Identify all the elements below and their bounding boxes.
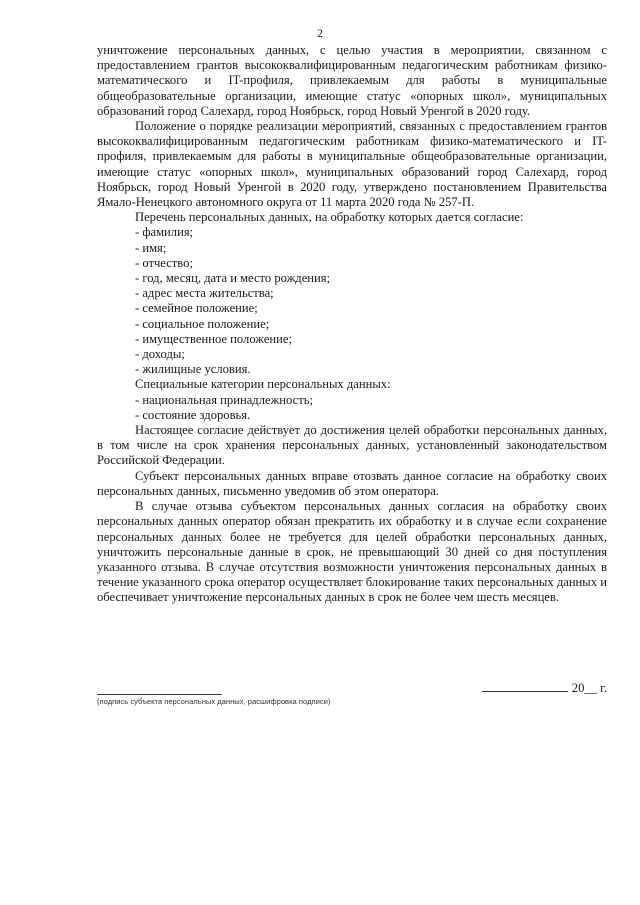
- list-item: - доходы;: [135, 347, 185, 362]
- list-item: - имя;: [135, 240, 167, 255]
- list-item: - имущественное положение;: [135, 331, 293, 346]
- list-item: - семейное положение;: [135, 301, 258, 316]
- date-line: [482, 691, 568, 692]
- list-intro: Перечень персональных данных, на обработку которых дается согласие:: [135, 210, 524, 225]
- paragraph-regulation: Положение о порядке реализации мероприятий, связанных с предоставлением грантов высококвалифицированным педагогическим работникам физико-математического и IT-профиля, привлекаемым для работы в муниципальные общеобразовательные организации, имеющие статус «опорных школ», муниципальных образований город Салехард, город Ноябрьск, город Новый Уренгой в 2020 году, утверждено постановлением Правительства Ямало-Ненецкого автономного округа от 11 марта 2020 года № 257-П.: [97, 119, 607, 210]
- paragraph-withdrawal: Субъект персональных данных вправе отозвать данное согласие на обработку своих персональных данных, письменно уведомив об этом оператора.: [97, 468, 607, 498]
- paragraph-purpose: уничтожение персональных данных, с целью участия в мероприятии, связанном с предоставлением грантов высококвалифицированным педагогическим работникам физико-математического и IT-профиля, привлекаемым для работы в муниципальные общеобразовательные организации, имеющие статус «опорных школ», муниципальных образований город Салехард, город Ноябрьск, город Новый Уренгой в 2020 году.: [97, 43, 607, 118]
- date-suffix: 20__ г.: [571, 681, 607, 695]
- special-categories-list: [97, 393, 607, 423]
- document-body: [97, 43, 607, 606]
- list-item: - жилищные условия.: [135, 362, 251, 377]
- list-item: - социальное положение;: [135, 316, 270, 331]
- page-number: 2: [317, 28, 323, 40]
- list-item: - состояние здоровья.: [135, 407, 251, 422]
- list-item: - адрес места жительства;: [135, 286, 274, 301]
- list-item: - год, месяц, дата и место рождения;: [135, 271, 331, 286]
- paragraph-validity: Настоящее согласие действует до достижения целей обработки персональных данных, в том числе на срок хранения персональных данных, установленный законодательством Российской Федерации.: [97, 423, 607, 468]
- list-item: - фамилия;: [135, 225, 194, 240]
- paragraph-withdrawal-consequences: В случае отзыва субъектом персональных данных согласия на обработку своих персональных данных оператор обязан прекратить их обработку и в случае если сохранение персональных данных более не требуется для целей обработки персональных данных, уничтожить персональные данные в срок, не превышающий 30 дней со дня поступления указанного отзыва. В случае отсутствия возможности уничтожения персональных данных в течение указанного срока оператор осуществляет блокирование таких персональных данных и обеспечивает уничтожение персональных данных в срок не более чем шесть месяцев.: [97, 499, 607, 605]
- special-categories-intro: Специальные категории персональных данных:: [135, 377, 391, 392]
- date-block: [482, 681, 607, 696]
- signature-caption: (подпись субъекта персональных данных, расшифровка подписи): [97, 697, 331, 706]
- list-item: - отчество;: [135, 255, 193, 270]
- signature-line: [97, 694, 222, 695]
- list-item: - национальная принадлежность;: [135, 392, 313, 407]
- personal-data-list: [97, 225, 607, 377]
